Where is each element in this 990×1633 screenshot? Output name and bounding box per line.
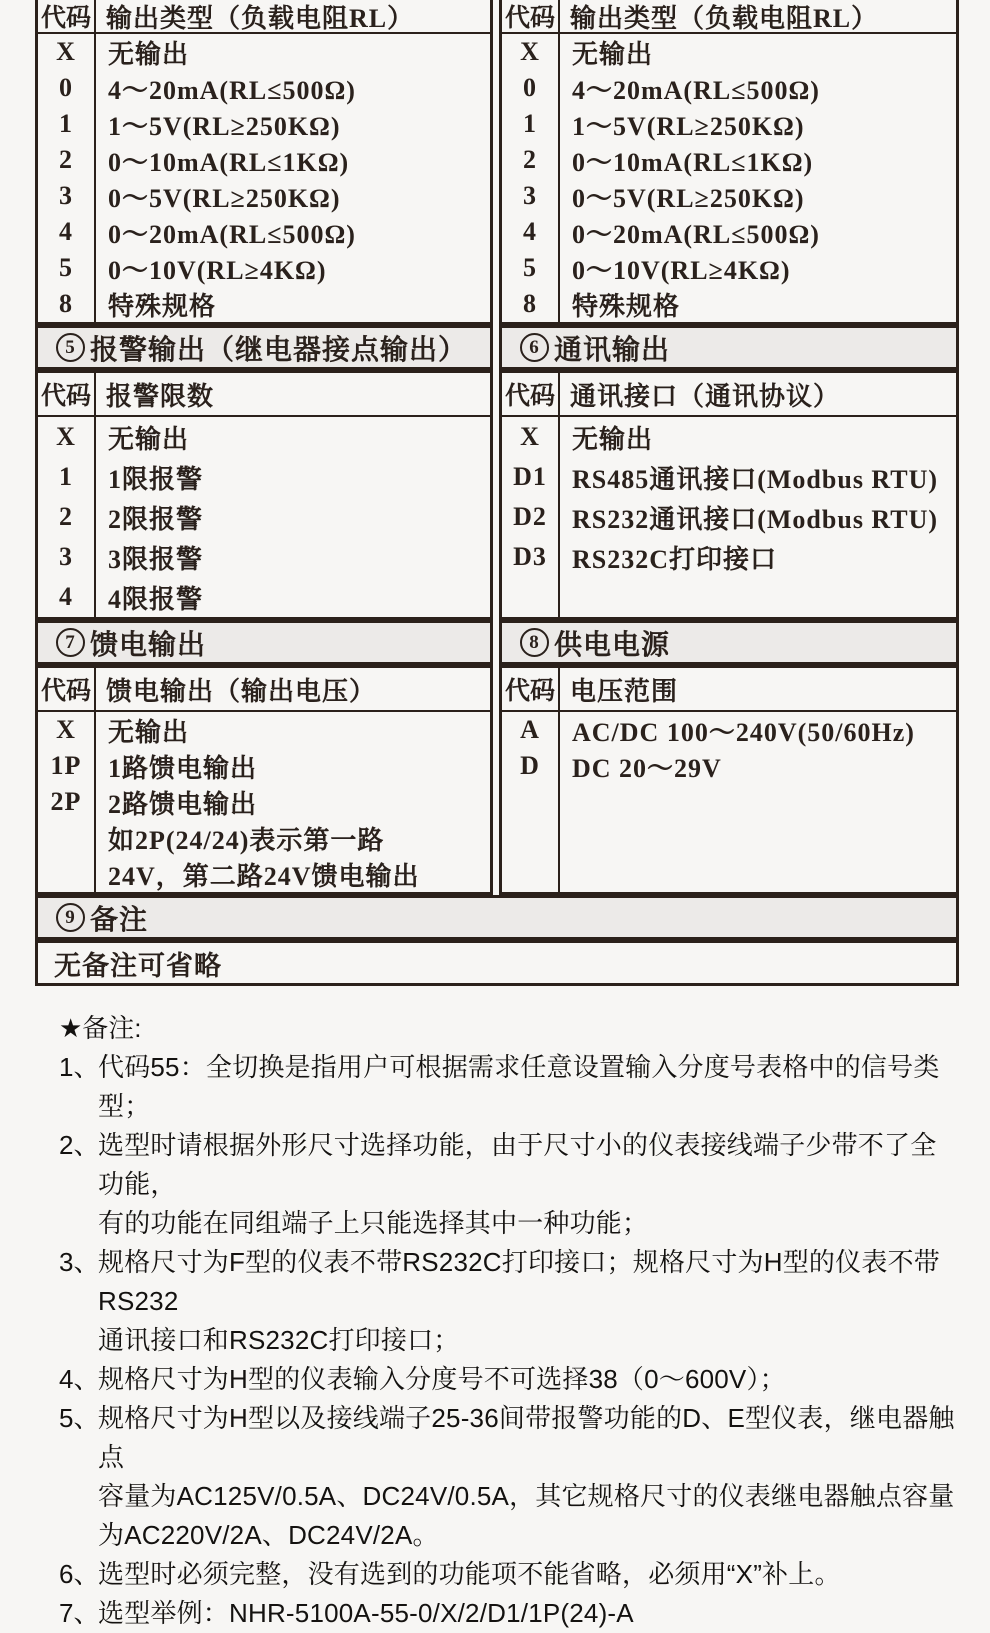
- value-column: [96, 712, 490, 892]
- power-supply-table: [499, 665, 959, 895]
- code-column-header: 代码: [502, 373, 560, 415]
- footnote-number: 5、: [59, 1403, 100, 1433]
- table-body: [38, 417, 490, 617]
- footnote-text: 选型时必须完整，没有选到的功能项不能省略，必须用“X”补上。: [98, 1559, 841, 1589]
- value-column: [96, 34, 490, 322]
- section-title: 报警输出（继电器接点输出）: [90, 334, 468, 366]
- value-cell: 无输出: [108, 39, 190, 69]
- circled-number-icon: 8: [520, 628, 549, 657]
- value-cell: DC 20～29V: [572, 753, 722, 783]
- value-cell: 4～20mA(RL≤500Ω): [108, 75, 356, 105]
- footnote-number: [59, 1321, 98, 1360]
- footnote-line: [59, 1321, 959, 1360]
- footnote-number: 3、: [59, 1247, 100, 1277]
- code-cell: A: [520, 715, 540, 744]
- value-cell: 0～20mA(RL≤500Ω): [108, 219, 356, 249]
- code-cell: 0: [59, 73, 73, 102]
- footnote-line: [59, 1555, 959, 1594]
- code-column: [38, 417, 96, 617]
- footnote-number: 2、: [59, 1130, 100, 1160]
- code-cell: 5: [59, 253, 73, 282]
- value-cell: RS232C打印接口: [572, 544, 778, 574]
- code-cell: 2P: [50, 787, 82, 816]
- code-cell: 4: [523, 217, 537, 246]
- value-cell: 1～5V(RL≥250KΩ): [108, 111, 341, 141]
- code-cell: 2: [59, 145, 73, 174]
- circled-number-icon: 6: [520, 333, 549, 362]
- value-column: [560, 34, 956, 322]
- value-cell: 0～20mA(RL≤500Ω): [572, 219, 820, 249]
- value-cell: 4～20mA(RL≤500Ω): [572, 75, 820, 105]
- footnote-number: 1、: [59, 1052, 100, 1082]
- footnote-line: [59, 1360, 959, 1399]
- code-cell: [38, 856, 94, 892]
- value-cell: 0～10V(RL≥4KΩ): [108, 255, 327, 285]
- value-cell: 1～5V(RL≥250KΩ): [572, 111, 805, 141]
- output-type-column-header: 输出类型（负载电阻RL）: [106, 3, 415, 33]
- output-type-column-header: 输出类型（负载电阻RL）: [570, 3, 879, 33]
- table-body: [38, 34, 490, 322]
- footnote-number: [59, 1204, 98, 1243]
- code-column-header: 代码: [38, 668, 96, 710]
- section-title: 通讯输出: [554, 334, 671, 366]
- footnote-text: 规格尺寸为H型以及接线端子25-36间带报警功能的D、E型仪表，继电器触点: [98, 1403, 955, 1472]
- alarm-limit-table: [35, 370, 493, 620]
- value-cell: 如2P(24/24)表示第一路: [108, 825, 385, 855]
- footnote-number: 6、: [59, 1559, 100, 1589]
- footnote-line: [59, 1048, 959, 1126]
- code-cell: X: [56, 37, 76, 66]
- table-header-row: [38, 0, 490, 34]
- value-cell: 24V，第二路24V馈电输出: [108, 861, 420, 891]
- code-cell: X: [56, 715, 76, 744]
- code-cell: 8: [523, 289, 537, 318]
- table-header-row: [502, 0, 956, 34]
- footnote-line: [59, 1243, 959, 1321]
- comm-interface-table: [499, 370, 959, 620]
- code-cell: 1: [523, 109, 537, 138]
- code-cell: D1: [513, 462, 547, 491]
- code-cell: 3: [523, 181, 537, 210]
- footnote-number: 4、: [59, 1364, 100, 1394]
- code-cell: [38, 820, 94, 856]
- code-cell: 4: [59, 217, 73, 246]
- footnote-text: 规格尺寸为H型的仪表输入分度号不可选择38（0～600V）；: [98, 1364, 786, 1394]
- code-column: [502, 417, 560, 617]
- code-column: [38, 34, 96, 322]
- footnote-text: 有的功能在同组端子上只能选择其中一种功能；: [98, 1208, 649, 1238]
- table-header-row: [502, 373, 956, 417]
- value-cell: 0～10V(RL≥4KΩ): [572, 255, 791, 285]
- section-title: 备注: [90, 904, 149, 936]
- code-cell: X: [56, 422, 76, 451]
- code-column: [502, 712, 560, 892]
- code-cell: 4: [59, 582, 73, 611]
- circled-number-icon: 5: [56, 333, 85, 362]
- footnote-line: [59, 1516, 959, 1555]
- code-cell: 1P: [50, 751, 82, 780]
- value-cell: 无输出: [108, 424, 190, 454]
- code-column: [502, 34, 560, 322]
- comm-column-header: 通讯接口（通讯协议）: [570, 381, 841, 411]
- value-cell: 2路馈电输出: [108, 789, 258, 819]
- feed-column-header: 馈电输出（输出电压）: [106, 676, 377, 706]
- code-cell: D3: [513, 542, 547, 571]
- footnote-lines: [59, 1048, 959, 1633]
- footnote-text: 规格尺寸为F型的仪表不带RS232C打印接口；规格尺寸为H型的仪表不带RS232: [98, 1247, 940, 1316]
- footnote-number: [59, 1516, 98, 1555]
- footnote-text: 选型时请根据外形尺寸选择功能，由于尺寸小的仪表接线端子少带不了全功能，: [98, 1130, 937, 1199]
- value-cell: 0～5V(RL≥250KΩ): [108, 183, 341, 213]
- code-cell: 3: [59, 181, 73, 210]
- feed-output-table: [35, 665, 493, 895]
- footnote-text: 通讯接口和RS232C打印接口；: [98, 1325, 460, 1355]
- table-body: [502, 712, 956, 892]
- tables-grid: [35, 0, 959, 986]
- voltage-column-header: 电压范围: [570, 676, 679, 706]
- footnote-text: 为AC220V/2A、DC24V/2A。: [98, 1520, 439, 1550]
- section-title: 供电电源: [554, 629, 671, 661]
- value-cell: 无输出: [108, 717, 190, 747]
- section-header-feed-output: [35, 620, 493, 665]
- code-cell: 1: [59, 109, 73, 138]
- table-body: [502, 34, 956, 322]
- code-cell: 0: [523, 73, 537, 102]
- value-cell: AC/DC 100～240V(50/60Hz): [572, 717, 915, 747]
- code-cell: X: [520, 422, 540, 451]
- code-cell: 8: [59, 289, 73, 318]
- value-cell: 2限报警: [108, 504, 204, 534]
- code-cell: 2: [523, 145, 537, 174]
- table-body: [38, 712, 490, 892]
- footnote-text: 代码55：全切换是指用户可根据需求任意设置输入分度号表格中的信号类型；: [98, 1052, 940, 1121]
- footnote-line: [59, 1594, 959, 1633]
- section-header-alarm-output: [35, 325, 493, 370]
- footnote-line: [59, 1126, 959, 1204]
- table-header-row: [38, 668, 490, 712]
- value-cell: RS232通讯接口(Modbus RTU): [572, 504, 939, 534]
- footnote-text: 选型举例：NHR-5100A-55-0/X/2/D1/1P(24)-A: [98, 1598, 634, 1628]
- table-header-row: [38, 373, 490, 417]
- code-column-header: 代码: [38, 373, 96, 415]
- value-cell: 特殊规格: [108, 291, 217, 321]
- circled-number-icon: 7: [56, 628, 85, 657]
- table-body: [502, 417, 956, 617]
- code-cell: 5: [523, 253, 537, 282]
- alarm-column-header: 报警限数: [106, 381, 215, 411]
- code-column-header: 代码: [502, 0, 560, 32]
- code-cell: X: [520, 37, 540, 66]
- output-type-table-right: [499, 0, 959, 325]
- code-column: [38, 712, 96, 892]
- section-header-remark: [35, 895, 959, 940]
- value-cell: 特殊规格: [572, 291, 681, 321]
- value-cell: 3限报警: [108, 544, 204, 574]
- code-cell: 3: [59, 542, 73, 571]
- value-cell: 1路馈电输出: [108, 753, 258, 783]
- value-cell: 0～10mA(RL≤1KΩ): [108, 147, 350, 177]
- value-cell: 无输出: [572, 39, 654, 69]
- section-header-comm-output: [499, 325, 959, 370]
- value-cell: RS485通讯接口(Modbus RTU): [572, 464, 939, 494]
- value-cell: 1限报警: [108, 464, 204, 494]
- code-cell: D: [520, 751, 540, 780]
- circled-number-icon: 9: [56, 903, 85, 932]
- value-cell: 无输出: [572, 424, 654, 454]
- code-column-header: 代码: [502, 668, 560, 710]
- footnote-line: [59, 1204, 959, 1243]
- table-header-row: [502, 668, 956, 712]
- code-cell: 2: [59, 502, 73, 531]
- section-header-power-supply: [499, 620, 959, 665]
- footnote-line: [59, 1477, 959, 1516]
- code-column-header: 代码: [38, 0, 96, 32]
- remark-content-row: 无备注可省略: [35, 940, 959, 986]
- footnote-number: [59, 1477, 98, 1516]
- code-cell: D2: [513, 502, 547, 531]
- output-type-table-left: [35, 0, 493, 325]
- value-column: [560, 712, 956, 892]
- footnote-line: [59, 1399, 959, 1477]
- value-column: [96, 417, 490, 617]
- code-cell: 1: [59, 462, 73, 491]
- section-title: 馈电输出: [90, 629, 207, 661]
- value-cell: 4限报警: [108, 584, 204, 614]
- value-cell: 0～10mA(RL≤1KΩ): [572, 147, 814, 177]
- value-column: [560, 417, 956, 617]
- footnotes-heading: ★备注:: [59, 1013, 142, 1043]
- value-cell: 0～5V(RL≥250KΩ): [572, 183, 805, 213]
- footnotes: [35, 1008, 959, 1633]
- footnote-text: 容量为AC125V/0.5A、DC24V/0.5A，其它规格尺寸的仪表继电器触点容量: [98, 1481, 955, 1511]
- footnote-number: 7、: [59, 1598, 100, 1628]
